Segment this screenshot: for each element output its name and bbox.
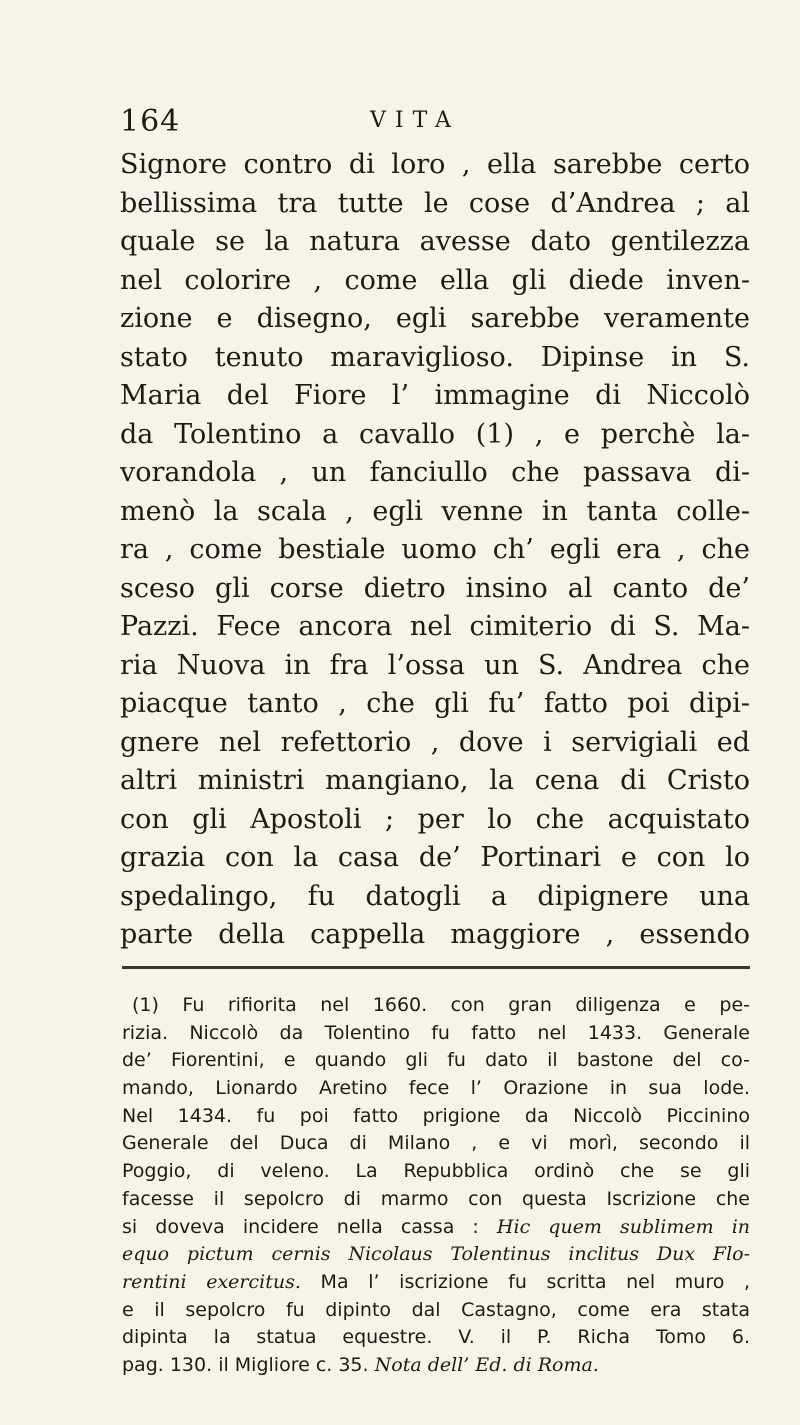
body-line: piacque tanto , che gli fu’ fatto poi dipi- (120, 688, 750, 719)
body-line: da Tolentino a cavallo (1) , e perchè la- (120, 418, 750, 450)
body-line: nel colorire , come ella gli diede inven- (120, 264, 750, 296)
footnote-line: Poggio, di veleno. La Repubblica ordinò che se gli (122, 1160, 750, 1183)
footnote-line: de’ Fiorentini, e quando gli fu dato il bastone del co- (122, 1049, 750, 1072)
footnote-text: Ma l’ iscrizione fu scritta nel muro , (320, 1270, 751, 1293)
body-line: Maria del Fiore l’ immagine di Niccolò (120, 380, 750, 411)
body-line: ra , come bestiale uomo ch’ egli era , che (120, 534, 750, 565)
body-line: bellissima tra tutte le cose d’Andrea ; al (120, 187, 750, 219)
body-line: vorandola , un fanciullo che passava di- (120, 457, 750, 488)
footnotes (122, 992, 750, 1380)
body-line: parte della cappella maggiore , essendo (120, 919, 750, 950)
body-text (120, 146, 750, 955)
body-line: ria Nuova in fra l’ossa un S. Andrea che (120, 649, 750, 681)
page-number: 164 (120, 104, 181, 139)
body-line: quale se la natura avesse dato gentilezza (120, 226, 750, 257)
footnote-line (122, 1269, 750, 1297)
body-line: altri ministri mangiano, la cena di Cristo (120, 765, 750, 796)
body-line: con gli Apostoli ; per lo che acquistato (120, 803, 750, 835)
footnote-text: si doveva incidere nella cassa : (122, 1215, 479, 1238)
footnote-line (122, 1214, 750, 1242)
body-line: Signore contro di loro , ella sarebbe certo (120, 149, 750, 180)
running-title: VITA (370, 108, 460, 133)
editor-note: Nota dell’ Ed. di Roma. (374, 1353, 599, 1376)
inscription-text: rentini exercitus. (122, 1270, 301, 1293)
footnote-line: (1) Fu rifiorita nel 1660. con gran diligenza e pe- (132, 994, 750, 1016)
running-head (120, 104, 680, 142)
body-line: grazia con la casa de’ Portinari e con lo (120, 842, 750, 873)
inscription-text: Hic quem sublimem in (496, 1215, 751, 1238)
footnote-line: Generale del Duca di Milano , e vi morì, secondo il (122, 1132, 750, 1155)
footnote-text: pag. 130. il Migliore c. 35. (122, 1353, 369, 1376)
body-line: spedalingo, fu datogli a dipignere una (120, 880, 750, 912)
footnote-rule (122, 966, 750, 969)
footnote-line: Nel 1434. fu poi fatto prigione da Niccolò Piccinino (122, 1104, 750, 1127)
footnote-line: rizia. Niccolò da Tolentino fu fatto nel 1433. Generale (122, 1021, 750, 1044)
inscription-line: equo pictum cernis Nicolaus Tolentinus inclitus Dux Flo- (122, 1243, 750, 1266)
body-line: sceso gli corse dietro insino al canto de’ (120, 572, 750, 604)
body-line: stato tenuto maraviglioso. Dipinse in S. (120, 341, 750, 373)
footnote-line: facesse il sepolcro di marmo con questa Iscrizione che (122, 1187, 750, 1210)
footnote-line: mando, Lionardo Aretino fece l’ Orazione in sua lode. (122, 1077, 750, 1100)
footnote-line (122, 1352, 750, 1380)
body-line: zione e disegno, egli sarebbe veramente (120, 303, 750, 334)
footnote-line: dipinta la statua equestre. V. il P. Richa Tomo 6. (122, 1326, 750, 1349)
body-line: menò la scala , egli venne in tanta colle- (120, 495, 750, 527)
footnote-line: e il sepolcro fu dipinto dal Castagno, come era stata (122, 1298, 750, 1321)
body-line: Pazzi. Fece ancora nel cimiterio di S. Ma- (120, 611, 750, 642)
body-line: gnere nel refettorio , dove i servigiali ed (120, 726, 750, 758)
